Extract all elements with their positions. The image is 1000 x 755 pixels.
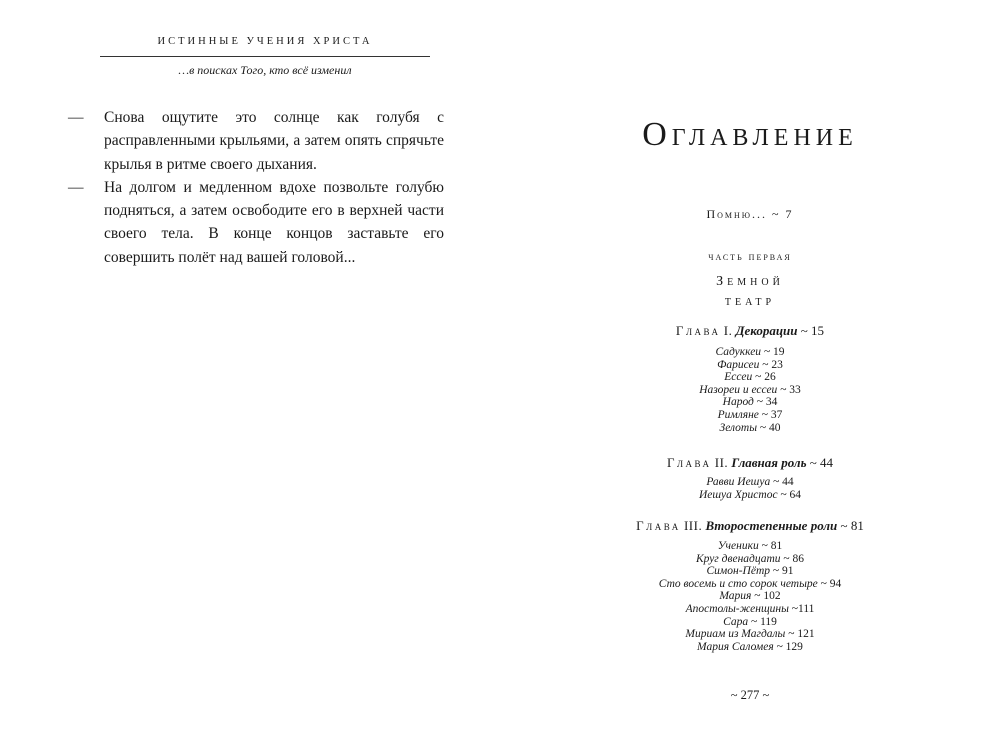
right-page xyxy=(500,0,1000,755)
chapter-page: ~ 44 xyxy=(809,455,834,470)
toc-entry xyxy=(500,346,1000,359)
toc-entry xyxy=(500,628,1000,641)
em-dash: — xyxy=(68,109,84,126)
entry-name: Римляне xyxy=(717,408,759,421)
toc-entry xyxy=(500,396,1000,409)
entry-name: Мария xyxy=(719,590,752,603)
chapter-heading xyxy=(500,455,1000,471)
chapter-items xyxy=(500,476,1000,501)
toc-entry xyxy=(500,384,1000,397)
entry-name: Сара xyxy=(723,615,749,628)
chapter-name: Декорации xyxy=(735,323,798,338)
entry-page: ~ 129 xyxy=(776,640,803,653)
toc-entry xyxy=(500,603,1000,616)
entry-page: ~ 86 xyxy=(783,552,805,565)
entry-name: Назореи и ессеи xyxy=(699,383,778,396)
toc-entry xyxy=(500,578,1000,591)
body-text xyxy=(68,106,444,269)
entry-page: ~ 34 xyxy=(756,396,778,409)
part-label: часть первая xyxy=(708,249,792,263)
chapter-number: III. xyxy=(683,518,703,533)
entry-page: ~ 44 xyxy=(773,476,794,488)
chapter-number: II. xyxy=(714,455,729,470)
toc-entry xyxy=(500,540,1000,553)
entry-page: ~ 121 xyxy=(788,628,815,641)
entry-name: Симон-Пётр xyxy=(706,565,771,578)
toc-intro-entry xyxy=(500,207,1000,222)
entry-page: ~ 23 xyxy=(762,358,783,371)
part-title xyxy=(500,272,1000,312)
chapter-label: Глава xyxy=(636,518,681,533)
toc-entry xyxy=(500,422,1000,435)
part-title-line: Земной xyxy=(716,274,784,289)
toc-entry xyxy=(500,476,1000,489)
toc-entry xyxy=(500,590,1000,603)
em-dash: — xyxy=(68,178,84,196)
chapter-page: ~ 15 xyxy=(800,323,825,338)
chapter-name: Второстепенные роли xyxy=(705,518,838,533)
entry-name: Сто восемь и сто сорок четыре xyxy=(658,577,818,590)
intro-title: Помню... xyxy=(706,207,768,221)
entry-page: ~ 26 xyxy=(755,371,776,384)
entry-name: Равви Иешуа xyxy=(706,476,771,488)
toc-entry xyxy=(500,565,1000,578)
toc-title: Оглавление xyxy=(642,116,858,153)
entry-name: Ессеи xyxy=(724,371,753,384)
entry-page: ~ 33 xyxy=(780,383,801,396)
toc-entry xyxy=(500,616,1000,629)
entry-name: Народ xyxy=(722,396,754,409)
chapter-name: Главная роль xyxy=(731,455,807,470)
paragraph xyxy=(68,106,444,176)
header-rule xyxy=(100,56,430,57)
entry-page: ~ 102 xyxy=(754,590,781,603)
chapter-number: I. xyxy=(723,323,733,338)
running-subtitle: …в поисках Того, кто всё изменил xyxy=(178,63,352,77)
entry-name: Круг двенадцати xyxy=(695,552,781,565)
entry-page: ~ 64 xyxy=(780,488,802,501)
chapter-heading xyxy=(500,518,1000,534)
entry-name: Ученики xyxy=(717,540,759,552)
entry-page: ~ 91 xyxy=(772,565,794,578)
entry-name: Иешуа Христос xyxy=(698,488,778,501)
chapter-heading xyxy=(500,323,1000,339)
toc-entry xyxy=(500,359,1000,372)
entry-page: ~ 119 xyxy=(750,615,777,628)
chapter-label: Глава xyxy=(666,455,712,470)
chapter-items xyxy=(500,540,1000,653)
entry-name: Мария Саломея xyxy=(697,640,774,653)
entry-name: Мириам из Магдалы xyxy=(685,628,786,641)
running-head: ИСТИННЫЕ УЧЕНИЯ ХРИСТА xyxy=(157,36,373,47)
toc-entry xyxy=(500,371,1000,384)
entry-name: Зелоты xyxy=(719,421,758,434)
intro-page: ~ 7 xyxy=(772,207,794,221)
entry-page: ~ 40 xyxy=(759,421,781,434)
entry-page: ~111 xyxy=(791,602,815,615)
entry-name: Апостолы-женщины xyxy=(685,602,789,615)
paragraph-text: На долгом и медленном вдохе позвольте голубю подняться, а затем освободите его в верхней части своего тела. В конце концов заставьте его совершить полёт над вашей головой... xyxy=(104,178,444,266)
paragraph xyxy=(68,176,444,269)
chapter-items xyxy=(500,346,1000,434)
entry-page: ~ 19 xyxy=(763,346,785,358)
toc-entry xyxy=(500,553,1000,566)
toc-entry xyxy=(500,489,1000,502)
entry-page: ~ 37 xyxy=(761,408,783,421)
entry-page: ~ 94 xyxy=(820,577,842,590)
entry-name: Садуккеи xyxy=(715,346,762,358)
entry-name: Фарисеи xyxy=(717,358,760,371)
chapter-page: ~ 81 xyxy=(840,518,864,533)
toc-entry xyxy=(500,409,1000,422)
chapter-label: Глава xyxy=(675,323,721,338)
entry-page: ~ 81 xyxy=(761,540,783,552)
part-title-line: театр xyxy=(724,294,776,309)
page-number: ~ 277 ~ xyxy=(730,688,770,702)
paragraph-text: Снова ощутите это солнце как голубя с расправленными крыльями, а затем опять спрячьте крылья в ритме своего дыхания. xyxy=(104,109,444,173)
toc-entry xyxy=(500,641,1000,654)
